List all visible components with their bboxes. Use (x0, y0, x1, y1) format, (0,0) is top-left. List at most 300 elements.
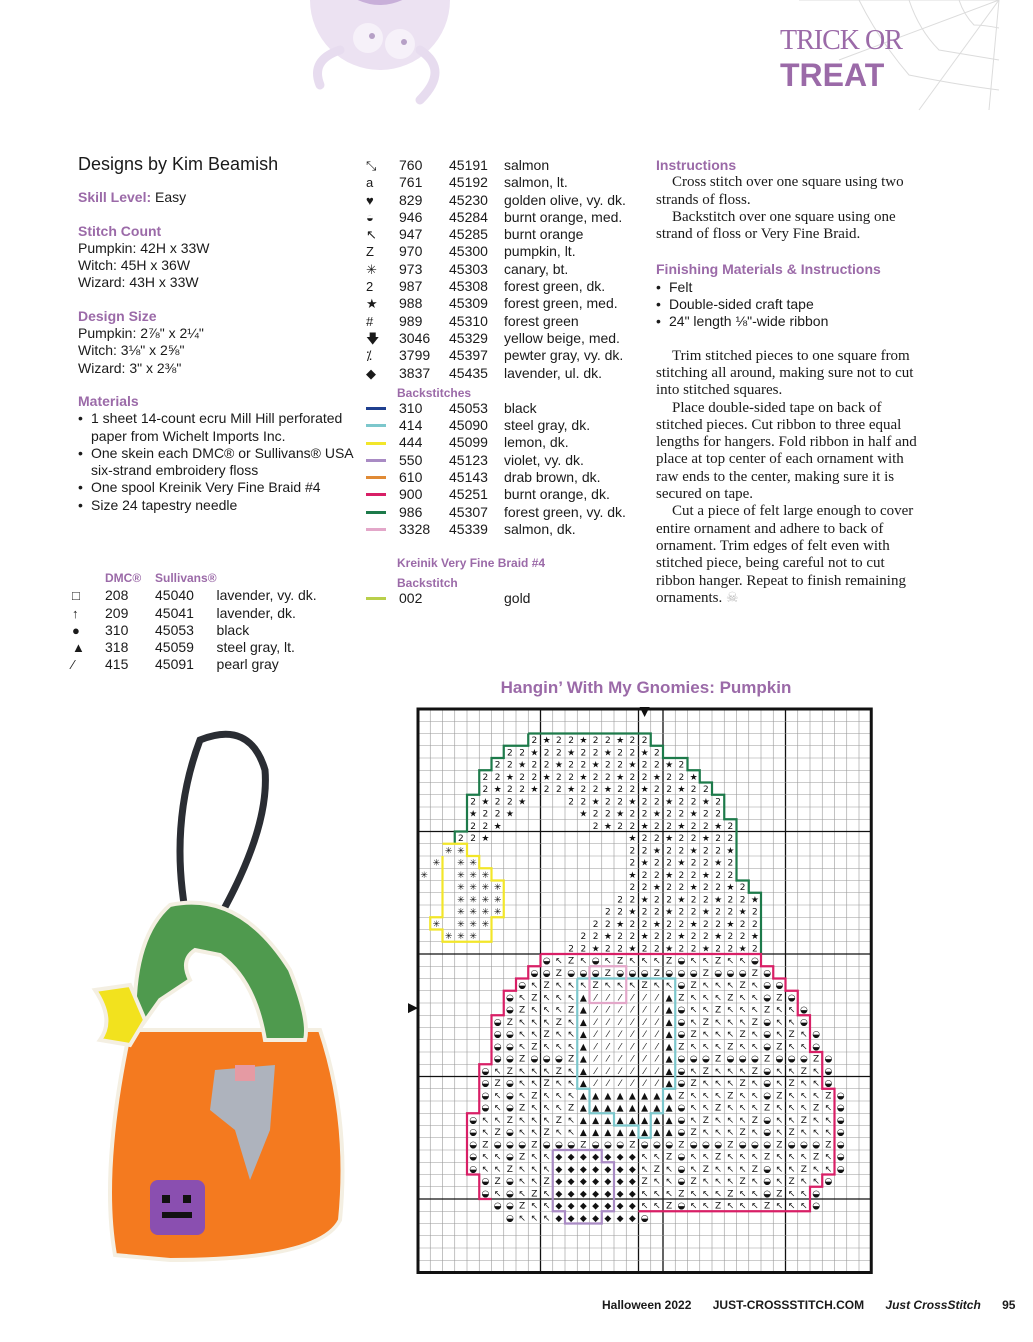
chart-stitch-symbol: ↖ (714, 1189, 722, 1200)
chart-stitch-symbol: ↖ (530, 1164, 539, 1175)
chart-stitch-symbol: ◒ (591, 968, 600, 979)
chart-stitch-symbol: ↖ (665, 981, 673, 992)
chart-stitch-symbol: ◒ (836, 1164, 845, 1175)
chart-stitch-symbol: ↖ (738, 956, 747, 967)
chart-stitch-symbol: ◒ (567, 1140, 576, 1151)
chart-stitch-symbol: ★ (701, 797, 710, 808)
chart-stitch-symbol: ▲ (579, 1066, 587, 1077)
chart-stitch-symbol: 2 (629, 821, 636, 832)
chart-stitch-symbol: 2 (678, 944, 685, 955)
chart-stitch-symbol: 2 (482, 772, 489, 783)
chart-stitch-symbol: 2 (494, 797, 501, 808)
chart-stitch-symbol: ▲ (641, 1091, 649, 1102)
chart-stitch-symbol: ★ (505, 809, 514, 820)
sullivans-number: 45090 (449, 417, 488, 434)
chart-stitch-symbol: ↖ (555, 981, 563, 992)
chart-stitch-symbol: ↖ (530, 1017, 539, 1028)
chart-stitch-symbol: Z (678, 1189, 685, 1200)
chart-stitch-symbol: 2 (519, 785, 525, 796)
chart-stitch-symbol: Z (531, 1140, 538, 1151)
chart-stitch-symbol: ↖ (665, 1164, 673, 1175)
chart-stitch-symbol: ◆ (604, 1177, 612, 1188)
chart-stitch-symbol: 2 (666, 919, 672, 930)
chart-stitch-symbol: ↖ (530, 1201, 539, 1212)
chart-stitch-symbol: ▲ (579, 1017, 587, 1028)
up-arrow-icon: ↑ (72, 605, 79, 621)
chart-stitch-symbol: ◒ (640, 968, 649, 979)
chart-stitch-symbol: ▲ (653, 1091, 661, 1102)
chart-stitch-symbol: ◆ (628, 1164, 636, 1175)
chart-stitch-symbol: ◆ (616, 1213, 624, 1224)
chart-stitch-symbol: ↖ (567, 1030, 575, 1041)
chart-stitch-symbol: ↖ (702, 956, 710, 967)
left-column (78, 156, 358, 514)
ornament-photo (20, 700, 350, 1260)
chart-stitch-symbol: ↖ (726, 1115, 735, 1126)
finishing-item: • 24" length ⅛"-wide ribbon (656, 313, 926, 330)
chart-stitch-symbol: ◆ (579, 1164, 587, 1175)
chart-stitch-symbol: ⁄ (643, 1042, 646, 1053)
chart-stitch-symbol: ◒ (726, 1054, 735, 1065)
chart-stitch-symbol: Z (506, 1115, 513, 1126)
chart-stitch-symbol: 2 (629, 932, 636, 943)
chart-stitch-symbol: ↖ (738, 1005, 747, 1016)
chart-stitch-symbol: ◒ (812, 1042, 821, 1053)
chart-stitch-symbol: ⁄ (643, 1005, 646, 1016)
chart-stitch-symbol: 2 (556, 772, 562, 783)
chart-stitch-symbol: 2 (641, 846, 648, 857)
color-name: forest green, med. (504, 295, 618, 312)
chart-stitch-symbol: ◆ (567, 1152, 575, 1163)
chart-stitch-symbol: Z (739, 1177, 746, 1188)
chart-stitch-symbol: ★ (493, 785, 502, 796)
chart-stitch-symbol: ◒ (677, 1005, 686, 1016)
chart-stitch-symbol: ✳ (481, 895, 490, 906)
chart-stitch-symbol: ◒ (616, 1140, 625, 1151)
chart-stitch-symbol: Z (788, 1079, 795, 1090)
chart-stitch-symbol: Z (531, 1091, 538, 1102)
chart-stitch-symbol: ⁄ (594, 1042, 597, 1053)
chart-stitch-symbol: ★ (616, 772, 625, 783)
chart-stitch-symbol: ↖ (812, 1066, 820, 1077)
chart-stitch-symbol: 2 (568, 797, 574, 808)
chart-stitch-symbol: 2 (617, 932, 623, 943)
chart-stitch-symbol: ◒ (579, 968, 588, 979)
chart-stitch-symbol: ⁄ (619, 1079, 621, 1090)
chart-stitch-symbol: ▲ (665, 1115, 673, 1126)
chart-stitch-symbol: ◒ (677, 1079, 686, 1090)
chart-stitch-symbol: ↖ (542, 993, 551, 1004)
chart-stitch-symbol: 2 (519, 748, 525, 759)
chart-stitch-symbol: ★ (652, 883, 661, 894)
chart-stitch-symbol: ★ (714, 932, 723, 943)
backstitch-swatch (366, 493, 386, 496)
chart-stitch-symbol: 2 (690, 944, 697, 955)
chart-stitch-symbol: ↖ (567, 1079, 575, 1090)
chart-stitch-symbol: ★ (689, 919, 698, 930)
color-name: forest green, vy. dk. (504, 503, 626, 520)
chart-stitch-symbol: ↖ (555, 1091, 563, 1102)
middle-column (366, 157, 651, 608)
chart-stitch-symbol: ★ (567, 785, 576, 796)
chart-stitch-symbol: ↖ (714, 1115, 722, 1126)
chart-stitch-symbol: 2 (715, 870, 721, 881)
chart-stitch-symbol: 2 (629, 919, 636, 930)
chart-stitch-symbol: ↖ (530, 1079, 539, 1090)
chart-stitch-symbol: ◒ (763, 1030, 772, 1041)
chart-stitch-symbol: ↖ (567, 981, 575, 992)
chart-stitch-symbol: 2 (739, 919, 746, 930)
chart-stitch-symbol: ◆ (555, 1164, 563, 1175)
chart-stitch-symbol: ↖ (714, 1091, 722, 1102)
gold-braid-swatch (366, 597, 386, 600)
chart-stitch-symbol: ◒ (677, 1103, 686, 1114)
chart-stitch-symbol: ▲ (641, 1115, 649, 1126)
chart-stitch-symbol: ◆ (555, 1152, 563, 1163)
chart-stitch-symbol: ◒ (824, 1054, 833, 1065)
chart-stitch-symbol: 2 (494, 809, 501, 820)
chart-stitch-symbol: ↖ (530, 1030, 539, 1041)
sullivans-number: 45192 (449, 174, 488, 191)
chart-stitch-symbol: ↖ (714, 993, 722, 1004)
chart-stitch-symbol: 2 (666, 772, 672, 783)
chart-stitch-symbol: ⁄ (631, 1017, 634, 1028)
chart-stitch-symbol: 2 (654, 760, 660, 771)
key-row (72, 639, 317, 656)
backstitches-heading: Backstitches (397, 385, 472, 400)
chart-stitch-symbol: ★ (554, 760, 563, 771)
chart-stitch-symbol: 2 (703, 858, 709, 869)
chart-stitch-symbol: ◒ (469, 1152, 478, 1163)
chart-stitch-symbol: ▲ (665, 1054, 673, 1065)
chart-stitch-symbol: 2 (678, 797, 685, 808)
chart-stitch-symbol: 2 (629, 809, 636, 820)
chart-stitch-symbol: 2 (727, 870, 734, 881)
chart-stitch-symbol: ★ (628, 944, 637, 955)
chart-stitch-symbol: 2 (727, 907, 734, 918)
dmc-number: 988 (399, 295, 423, 312)
chart-stitch-symbol: Z (666, 1201, 673, 1212)
chart-stitch-symbol: ⁄ (643, 1017, 646, 1028)
instructions-paragraph: Cross stitch over one square using two strands of floss. (656, 174, 904, 208)
chart-stitch-symbol: ✳ (493, 883, 502, 894)
chart-stitch-symbol: Z (715, 1054, 722, 1065)
chart-stitch-symbol: ◒ (469, 1128, 478, 1139)
chart-stitch-symbol: ◒ (689, 1140, 698, 1151)
chart-stitch-symbol: 2 (727, 932, 734, 943)
chart-stitch-symbol: ◒ (689, 1054, 698, 1065)
chart-stitch-symbol: 2 (690, 870, 697, 881)
chart-stitch-symbol: ◒ (469, 1115, 478, 1126)
chart-stitch-symbol: ◒ (542, 968, 551, 979)
chart-stitch-symbol: ◒ (799, 1005, 808, 1016)
chart-stitch-symbol: 2 (703, 809, 709, 820)
chart-stitch-symbol: ↖ (751, 1128, 759, 1139)
chart-stitch-symbol: 2 (543, 760, 550, 771)
backstitch-swatch (366, 511, 386, 514)
chart-stitch-symbol: Z (702, 1017, 709, 1028)
chart-stitch-symbol: ★ (591, 944, 600, 955)
chart-stitch-symbol: ↖ (800, 1091, 808, 1102)
chart-stitch-symbol: 2 (580, 797, 587, 808)
color-name: forest green (504, 312, 579, 329)
chart-stitch-symbol: ↖ (628, 956, 637, 967)
color-name: salmon, lt. (504, 174, 568, 191)
chart-stitch-symbol: ↖ (518, 1066, 526, 1077)
chart-stitch-symbol: ↖ (518, 1042, 526, 1053)
key-row (366, 157, 626, 174)
dmc-number: 829 (399, 191, 423, 208)
chart-stitch-symbol: ★ (579, 772, 588, 783)
sullivans-number: 45339 (449, 520, 488, 537)
chart-stitch-symbol: ↖ (665, 1189, 673, 1200)
chart-stitch-symbol: ⁄ (619, 1042, 621, 1053)
chart-stitch-symbol: ★ (591, 797, 600, 808)
chart-stitch-symbol: ↖ (689, 1005, 698, 1016)
chart-stitch-symbol: 2 (715, 846, 721, 857)
chart-stitch-symbol: ★ (481, 834, 490, 845)
chart-stitch-symbol: ◒ (505, 1079, 514, 1090)
chart-stitch-symbol: ↖ (702, 1152, 710, 1163)
chart-stitch-symbol: 2 (690, 858, 697, 869)
color-name: black (504, 399, 537, 416)
design-size-heading: Design Size (78, 307, 157, 324)
chart-stitch-symbol: Z (800, 1164, 807, 1175)
chart-stitch-symbol: ◒ (493, 1030, 502, 1041)
chart-stitch-symbol: ⁄ (643, 1079, 646, 1090)
color-name: black (216, 621, 250, 638)
chart-stitch-symbol: ↖ (787, 1066, 796, 1077)
chart-stitch-symbol: ◒ (542, 1054, 551, 1065)
chart-stitch-symbol: ↖ (567, 1017, 575, 1028)
chart-stitch-symbol: 2 (666, 858, 672, 869)
chart-stitch-symbol: ◆ (592, 1189, 600, 1200)
chart-stitch-symbol: ◒ (505, 1042, 514, 1053)
color-name: pearl gray (216, 656, 279, 673)
chart-stitch-symbol: ★ (603, 785, 612, 796)
chart-stitch-symbol: 2 (617, 797, 623, 808)
chart-stitch-symbol: Z (555, 1066, 562, 1077)
chart-stitch-symbol: ◆ (628, 1152, 636, 1163)
chart-stitch-symbol: ◒ (836, 1103, 845, 1114)
key-row (366, 226, 626, 243)
chart-stitch-symbol: ↖ (702, 1042, 710, 1053)
chart-stitch-symbol: ★ (714, 895, 723, 906)
chart-stitch-symbol: ⁄ (594, 993, 597, 1004)
chart-stitch-symbol: Z (519, 1005, 526, 1016)
chart-stitch-symbol: ↖ (738, 1164, 747, 1175)
chart-stitch-symbol: Z (776, 993, 783, 1004)
chart-stitch-symbol: ◒ (836, 1152, 845, 1163)
dmc-number: 310 (105, 621, 129, 638)
chart-stitch-symbol: ⁄ (656, 1017, 658, 1028)
chart-stitch-symbol: ✳ (457, 883, 465, 894)
chart-stitch-symbol: 2 (629, 858, 636, 869)
chart-stitch-symbol: 2 (703, 895, 709, 906)
chart-stitch-symbol: 2 (617, 748, 623, 759)
chart-stitch-symbol: ↖ (702, 1177, 710, 1188)
chart-stitch-symbol: ◆ (592, 1213, 600, 1224)
key-row (366, 295, 626, 312)
chart-stitch-symbol: ↖ (775, 1066, 784, 1077)
chart-stitch-symbol: ↖ (604, 956, 612, 967)
chart-stitch-symbol: ↖ (493, 1115, 502, 1126)
chart-stitch-symbol: ↖ (530, 1128, 539, 1139)
chart-stitch-symbol: ✳ (457, 919, 465, 930)
chart-stitch-symbol: Z (494, 1177, 501, 1188)
chart-stitch-symbol: ↖ (726, 1005, 735, 1016)
chart-stitch-symbol: ↖ (824, 1103, 833, 1114)
chart-stitch-symbol: ★ (677, 785, 686, 796)
chart-stitch-symbol: ↖ (702, 1189, 710, 1200)
chart-stitch-symbol: ◒ (481, 1189, 490, 1200)
chart-stitch-symbol: 2 (641, 809, 648, 820)
chart-stitch-symbol: 2 (580, 760, 587, 771)
chart-stitch-symbol: Z (739, 1128, 746, 1139)
chart-stitch-symbol: ⁄ (631, 993, 634, 1004)
chart-stitch-symbol: 2 (678, 834, 685, 845)
chart-stitch-symbol: Z (715, 1152, 722, 1163)
chart-stitch-symbol: ★ (481, 797, 490, 808)
chart-stitch-symbol: ◒ (493, 1017, 502, 1028)
chart-stitch-symbol: Z (666, 1152, 673, 1163)
chart-stitch-symbol: 2 (654, 797, 660, 808)
chart-stitch-symbol: Z (788, 1177, 795, 1188)
chart-stitch-symbol: ↖ (824, 1152, 833, 1163)
chart-stitch-symbol: ↖ (530, 1213, 539, 1224)
skill-label: Skill Level: (78, 189, 152, 206)
chart-stitch-symbol: Z (776, 1140, 783, 1151)
chart-stitch-symbol: ⁄ (619, 1066, 621, 1077)
chart-stitch-symbol: ↖ (653, 1152, 661, 1163)
chart-stitch-symbol: ◒ (469, 1140, 478, 1151)
chart-stitch-symbol: ⁄ (656, 1054, 658, 1065)
sullivans-number: 45307 (449, 503, 488, 520)
dot-icon: ● (72, 622, 80, 638)
backstitch-swatch (366, 476, 386, 479)
chart-stitch-symbol: 2 (654, 932, 660, 943)
chart-stitch-symbol: Z (494, 1079, 501, 1090)
chart-stitch-symbol: ★ (579, 809, 588, 820)
chart-stitch-symbol: 2 (641, 919, 648, 930)
chart-stitch-symbol: ★ (628, 834, 637, 845)
key-row (366, 347, 626, 364)
finishing-materials-list (656, 279, 926, 331)
chart-stitch-symbol: ◒ (542, 956, 551, 967)
chart-stitch-symbol: ✳ (432, 858, 441, 869)
chart-stitch-symbol: ↖ (493, 1103, 502, 1114)
chart-stitch-symbol: ↖ (567, 1066, 575, 1077)
design-size-line: Wizard: 3" x 2⅜" (78, 359, 182, 376)
letter-z-icon: Z (366, 244, 374, 260)
chart-stitch-symbol: ⁄ (607, 1017, 609, 1028)
chart-stitch-symbol: ↖ (689, 1103, 698, 1114)
chart-stitch-symbol: ◒ (836, 1128, 845, 1139)
chart-stitch-symbol: ↖ (481, 1164, 490, 1175)
color-name: lavender, vy. dk. (216, 587, 317, 604)
chart-stitch-symbol: ↖ (518, 1128, 526, 1139)
half-circle-icon: ◒ (366, 209, 374, 225)
chart-stitch-symbol: 2 (739, 883, 746, 894)
chart-stitch-symbol: ▲ (653, 1103, 661, 1114)
chart-stitch-symbol: Z (531, 993, 538, 1004)
skill-value: Easy (155, 189, 187, 206)
chart-stitch-symbol: 2 (690, 895, 697, 906)
chart-stitch-symbol: Z (702, 1066, 709, 1077)
chart-stitch-symbol: ↖ (726, 1177, 735, 1188)
chart-stitch-symbol: ↖ (702, 1091, 710, 1102)
chart-stitch-symbol: ◒ (763, 1128, 772, 1139)
chart-stitch-symbol: 2 (641, 772, 648, 783)
chart-stitch-symbol: Z (751, 1164, 758, 1175)
sullivans-number: 45041 (155, 604, 194, 621)
chart-stitch-symbol: ◆ (604, 1213, 612, 1224)
chart-stitch-symbol: ↖ (738, 1189, 747, 1200)
chart-stitch-symbol: 2 (605, 772, 611, 783)
chart-stitch-symbol: Z (764, 1054, 771, 1065)
chart-stitch-symbol: ↖ (726, 1030, 735, 1041)
chart-stitch-symbol: ▲ (628, 1091, 636, 1102)
chart-stitch-symbol: Z (751, 1066, 758, 1077)
chart-stitch-symbol: ◒ (677, 1066, 686, 1077)
chart-stitch-symbol: Z (629, 1140, 636, 1151)
chart-stitch-symbol: 2 (715, 809, 721, 820)
chart-stitch-symbol: ★ (518, 797, 527, 808)
chart-stitch-symbol: ◆ (628, 1213, 636, 1224)
chart-stitch-symbol: ↖ (726, 1152, 735, 1163)
color-key-left (72, 570, 317, 674)
chart-stitch-symbol: 2 (592, 736, 599, 747)
chart-stitch-symbol: ⁄ (631, 1030, 634, 1041)
chart-stitch-symbol: ▲ (592, 1091, 600, 1102)
chart-stitch-symbol: ◆ (628, 1201, 636, 1212)
chart-stitch-symbol: Z (678, 1091, 685, 1102)
chart-stitch-symbol: ↖ (824, 1164, 833, 1175)
chart-stitch-symbol: ⁄ (619, 993, 621, 1004)
chart-stitch-symbol: Z (543, 1030, 550, 1041)
chart-stitch-symbol: ↖ (481, 1115, 490, 1126)
chart-stitch-symbol: ↖ (738, 1152, 747, 1163)
chart-stitch-symbol: ◒ (714, 1140, 723, 1151)
dmc-number: 947 (399, 226, 423, 243)
chart-stitch-symbol: ↖ (518, 1213, 526, 1224)
sullivans-number: 45435 (449, 364, 488, 381)
chart-stitch-symbol: ▲ (616, 1128, 624, 1139)
chart-stitch-symbol: 2 (641, 736, 648, 747)
chart-stitch-symbol: ✳ (481, 907, 490, 918)
chart-stitch-symbol: ↖ (812, 1079, 820, 1090)
chart-stitch-symbol: 2 (727, 821, 734, 832)
kreinik-subheading: Backstitch (397, 576, 458, 591)
chart-stitch-symbol: ◆ (555, 1213, 563, 1224)
chart-stitch-symbol: ★ (652, 846, 661, 857)
key-row (366, 261, 626, 278)
chart-stitch-symbol: ★ (640, 748, 649, 759)
chart-stitch-symbol: ◒ (567, 968, 576, 979)
chart-stitch-symbol: ↖ (787, 1017, 796, 1028)
chart-stitch-symbol: ★ (640, 858, 649, 869)
chart-stitch-symbol: ↖ (689, 1066, 698, 1077)
chart-stitch-symbol: 2 (727, 944, 734, 955)
key-row (72, 605, 317, 622)
chart-stitch-symbol: 2 (678, 846, 685, 857)
chart-stitch-symbol: 2 (605, 760, 611, 771)
chart-stitch-symbol: ↖ (726, 1066, 735, 1077)
dmc-number: 310 (399, 399, 423, 416)
footer-site: JUST-CROSSSTITCH.COM (712, 1298, 865, 1312)
chart-stitch-symbol: ★ (616, 919, 625, 930)
finishing-item: • Double-sided craft tape (656, 296, 926, 313)
